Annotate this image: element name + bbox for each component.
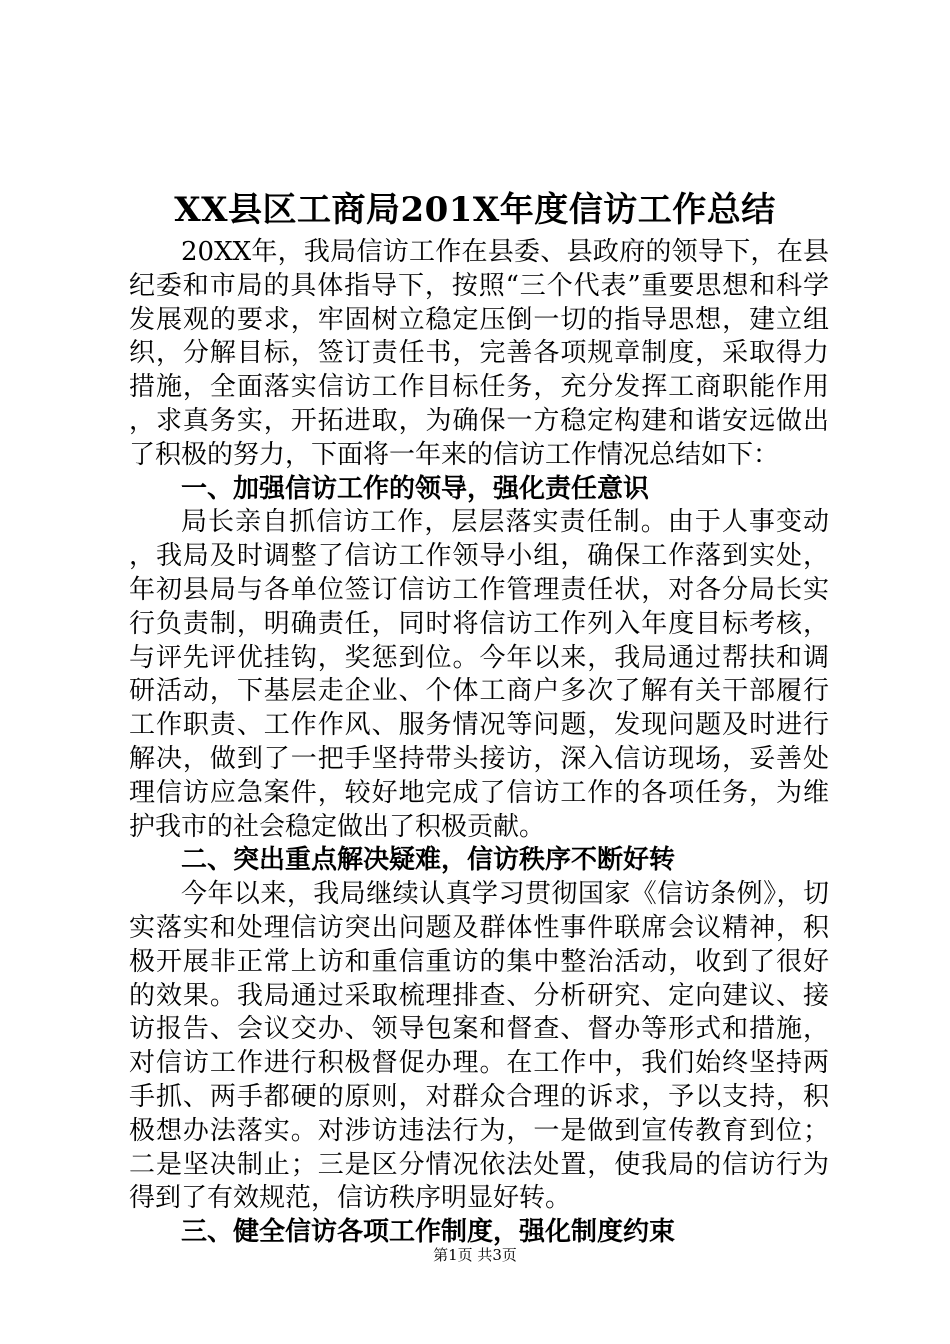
section-heading-3: 三、健全信访各项工作制度，强化制度约束 (181, 1217, 676, 1248)
section-heading-2: 二、突出重点解决疑难，信访秩序不断好转 (181, 845, 676, 876)
section-paragraph-1: 局长亲自抓信访工作，层层落实责任制。由于人事变动，我局及时调整了信访工作领导小组，确保工作落到实处，年初县局与各单位签订信访工作管理责任状，对各分局长实行负责制，明确责任，同时将信访工作列入年度目标考核，与评先评优挂钩，奖惩到位。今年以来，我局通过帮扶和调研活动，下基层走企业、个体工商户多次了解有关干部履行工作职责、工作作风、服务情况等问题，发现问题及时进行解决，做到了一把手坚持带头接访，深入信访现场，妥善处理信访应急案件，较好地完成了信访工作的各项任务，为维护我市的社会稳定做出了积极贡献。 (129, 507, 829, 842)
document-body (129, 236, 829, 1250)
intro-paragraph: 20XX年，我局信访工作在县委、县政府的领导下，在县纪委和市局的具体指导下，按照“三个代表”重要思想和科学发展观的要求，牢固树立稳定压倒一切的指导思想，建立组织，分解目标，签订责任书，完善各项规章制度，采取得力措施，全面落实信访工作目标任务，充分发挥工商职能作用，求真务实，开拓进取，为确保一方稳定构建和谐安远做出了积极的努力，下面将一年来的信访工作情况总结如下： (129, 237, 829, 470)
page-footer: 第1页 共3页 (433, 1246, 517, 1264)
section-paragraph-2: 今年以来，我局继续认真学习贯彻国家《信访条例》，切实落实和处理信访突出问题及群体性事件联席会议精神，积极开展非正常上访和重信重访的集中整治活动，收到了很好的效果。我局通过采取梳理排查、分析研究、定向建议、接访报告、会议交办、领导包案和督查、督办等形式和措施，对信访工作进行积极督促办理。在工作中，我们始终坚持两手抓、两手都硬的原则，对群众合理的诉求，予以支持，积极想办法落实。对涉访违法行为，一是做到宣传教育到位；二是坚决制止；三是区分情况依法处置，使我局的信访行为得到了有效规范，信访秩序明显好转。 (129, 879, 829, 1214)
document-title: XX县区工商局201X年度信访工作总结 (174, 190, 776, 230)
section-heading-1: 一、加强信访工作的领导，强化责任意识 (181, 473, 650, 504)
